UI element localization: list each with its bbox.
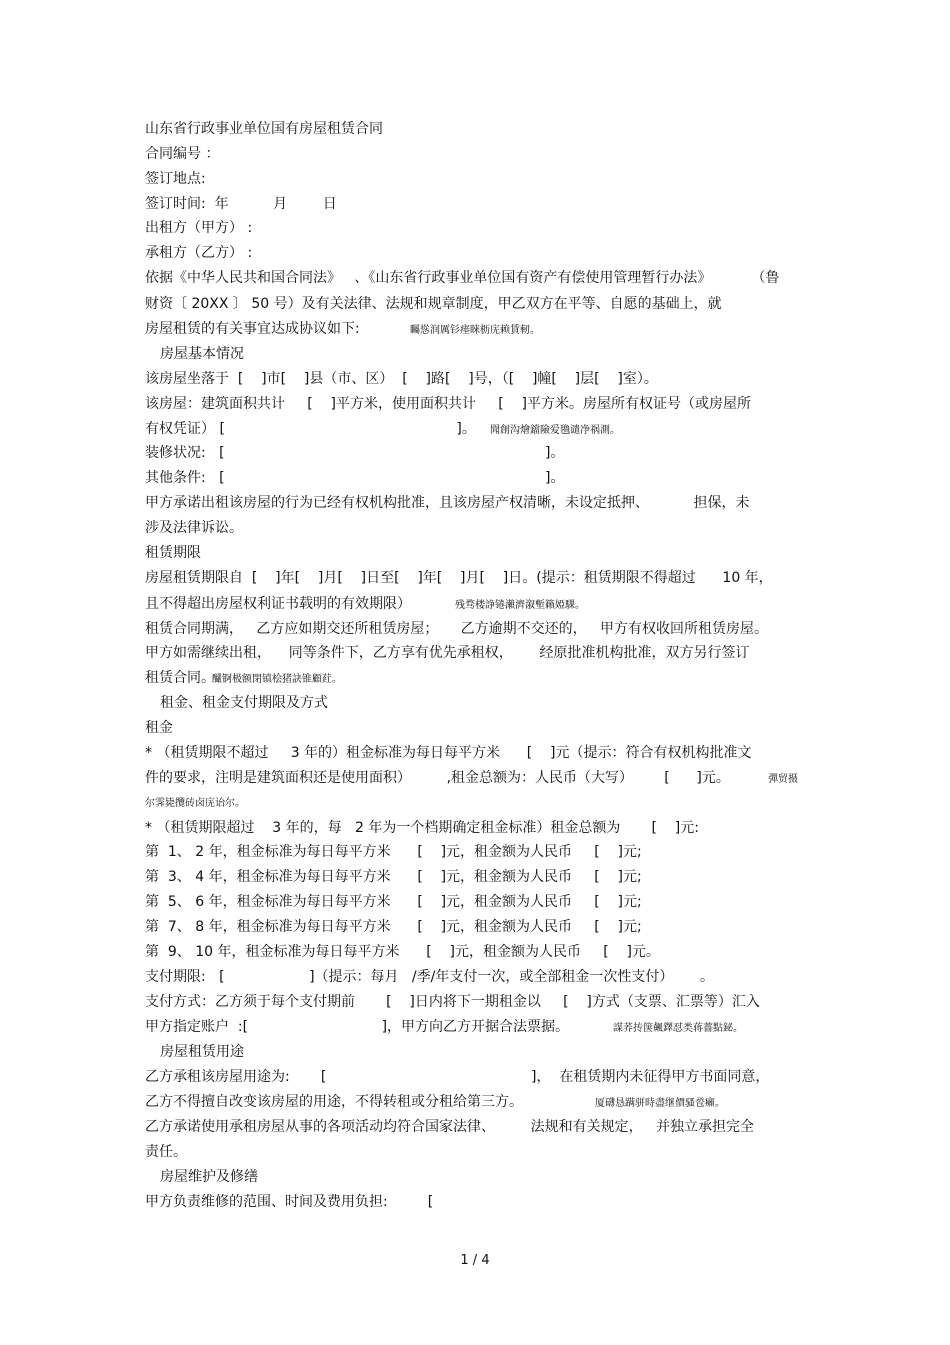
text-line: 房屋租赁用途 <box>160 1044 244 1060</box>
text-line: 该房屋：建筑面积共计 [ ]平方米，使用面积共计 [ ]平方米。房屋所有权证号（或房屋所 <box>145 396 751 412</box>
text-line: 第 3、 4 年，租金标准为每日每平方米 [ ]元，租金额为人民币 [ ]元; <box>145 869 642 885</box>
text-line: 该房屋坐落于 [ ]市[ ]县（市、区） [ ]路[ ]号，（[ ]幢[ ]层[ ]室）。 <box>145 371 658 387</box>
text-line: 责任。 <box>145 1144 187 1160</box>
text-line: 房屋维护及修缮 <box>160 1169 258 1185</box>
text-line: 租赁期限 <box>145 545 201 561</box>
text-line: 租金 <box>145 720 173 736</box>
text-line: 财资〔 20XX 〕 50 号）及有关法律、法规和规章制度，甲乙双方在平等、自愿的基础上，就 <box>145 296 722 312</box>
text-line: 出租方（甲方） : <box>145 220 253 236</box>
garbled-text: 厦礴恳蹒骈時盡继價骚卺癩。 <box>595 1098 725 1109</box>
text-line: 房屋基本情况 <box>160 346 244 362</box>
text-line: 租金、租金支付期限及方式 <box>160 695 328 711</box>
text-line: 租赁合同期满， 乙方应如期交还所租赁房屋； 乙方逾期不交还的， 甲方有权收回所租赁房屋。 <box>145 621 768 637</box>
text-line: 第 7、 8 年，租金标准为每日每平方米 [ ]元，租金额为人民币 [ ]元; <box>145 919 642 935</box>
text-line: 第 9、 10 年，租金标准为每日每平方米 [ ]元，租金额为人民币 [ ]元。 <box>145 944 660 960</box>
text-line: * （租赁期限不超过 3 年的）租金标准为每日每平方米 [ ]元（提示：符合有权机构批准文 <box>145 745 752 761</box>
text-line: 乙方不得擅自改变该房屋的用途，不得转租或分租给第三方。 <box>145 1094 523 1110</box>
garbled-text: 矚慫润厲钐瘗睞枥庑赖賃軔。 <box>410 325 540 336</box>
garbled-text: 謀荞抟箧飆鐸怼类蒋薔點鉍。 <box>613 1023 743 1034</box>
text-line: 支付期限: [ ]（提示：每月 /季/年支付一次，或全部租金一次性支付） 。 <box>145 969 715 985</box>
text-line: 乙方承租该房屋用途为: [ ]， 在租赁期内未征得甲方书面同意， <box>145 1069 770 1085</box>
text-line: 其他条件: [ ]。 <box>145 470 565 486</box>
text-line: 甲方承诺出租该房屋的行为已经有权机构批准，且该房屋产权清晰，未设定抵押、 担保，未 <box>145 495 750 511</box>
text-line: 签订时间: 年 月 日 <box>145 196 337 212</box>
text-line: 山东省行政事业单位国有房屋租赁合同 <box>145 121 383 137</box>
text-line: * （租赁期限超过 3 年的，每 2 年为一个档期确定租金标准）租金总额为 [ ]元: <box>145 820 699 836</box>
text-line: 有权凭证） [ ]。 <box>145 421 476 437</box>
page-number: 1 / 4 <box>460 1253 490 1268</box>
text-line: 且不得超出房屋权利证书载明的有效期限） <box>145 596 411 612</box>
text-line: 装修状况: [ ]。 <box>145 445 565 461</box>
text-line: 第 5、 6 年，租金标准为每日每平方米 [ ]元，租金额为人民币 [ ]元; <box>145 894 642 910</box>
text-line: 承租方（乙方） : <box>145 245 253 261</box>
text-line: 甲方负责维修的范围、时间及费用负担: [ <box>145 1194 434 1210</box>
text-line: 房屋租赁期限自 [ ]年[ ]月[ ]日至[ ]年[ ]月[ ]日。(提示：租赁期限不得超过 10 年， <box>145 570 773 586</box>
text-line: 乙方承诺使用承租房屋从事的各项活动均符合国家法律、 法规和有关规定， 并独立承担完全 <box>145 1119 754 1135</box>
text-line: 支付方式：乙方须于每个支付期前 [ ]日内将下一期租金以 [ ]方式（支票、汇票等）汇入 <box>145 994 760 1010</box>
text-line: 甲方如需继续出租， 同等条件下，乙方享有优先承租权， 经原批准机构批准，双方另行签订 <box>145 645 750 661</box>
garbled-text: 釅锕极额閉镇桧猪訣锥顧荭。 <box>212 674 342 685</box>
text-line: 租赁合同。 <box>145 670 215 686</box>
garbled-text: 聞創沟燴鐺險爱氇谴净祸測。 <box>490 425 620 436</box>
text-line: 件的要求，注明是建筑面积还是使用面积） ,租金总额为：人民币（大写） [ ]元。 <box>145 770 730 786</box>
text-line: 涉及法律诉讼。 <box>145 520 243 536</box>
text-line: 第 1、 2 年，租金标准为每日每平方米 [ ]元，租金额为人民币 [ ]元; <box>145 844 642 860</box>
text-line: 合同编号 ： <box>145 146 220 162</box>
text-line: 甲方指定账户 :[ ]，甲方向乙方开据合法票据。 <box>145 1019 570 1035</box>
garbled-text: 彈贸摄 <box>768 774 798 785</box>
text-line: 依据《中华人民共和国合同法》 、《山东省行政事业单位国有资产有偿使用管理暂行办法》 （鲁 <box>145 270 780 286</box>
text-line: 房屋租赁的有关事宜达成协议如下: <box>145 321 360 337</box>
garbled-text: 残骛楼諍锩瀨濟溆塹籟婭騍。 <box>455 600 585 611</box>
garbled-text: 尔霁毙攬砖卤庑诒尔。 <box>145 798 245 809</box>
text-line: 签订地点: <box>145 171 206 187</box>
